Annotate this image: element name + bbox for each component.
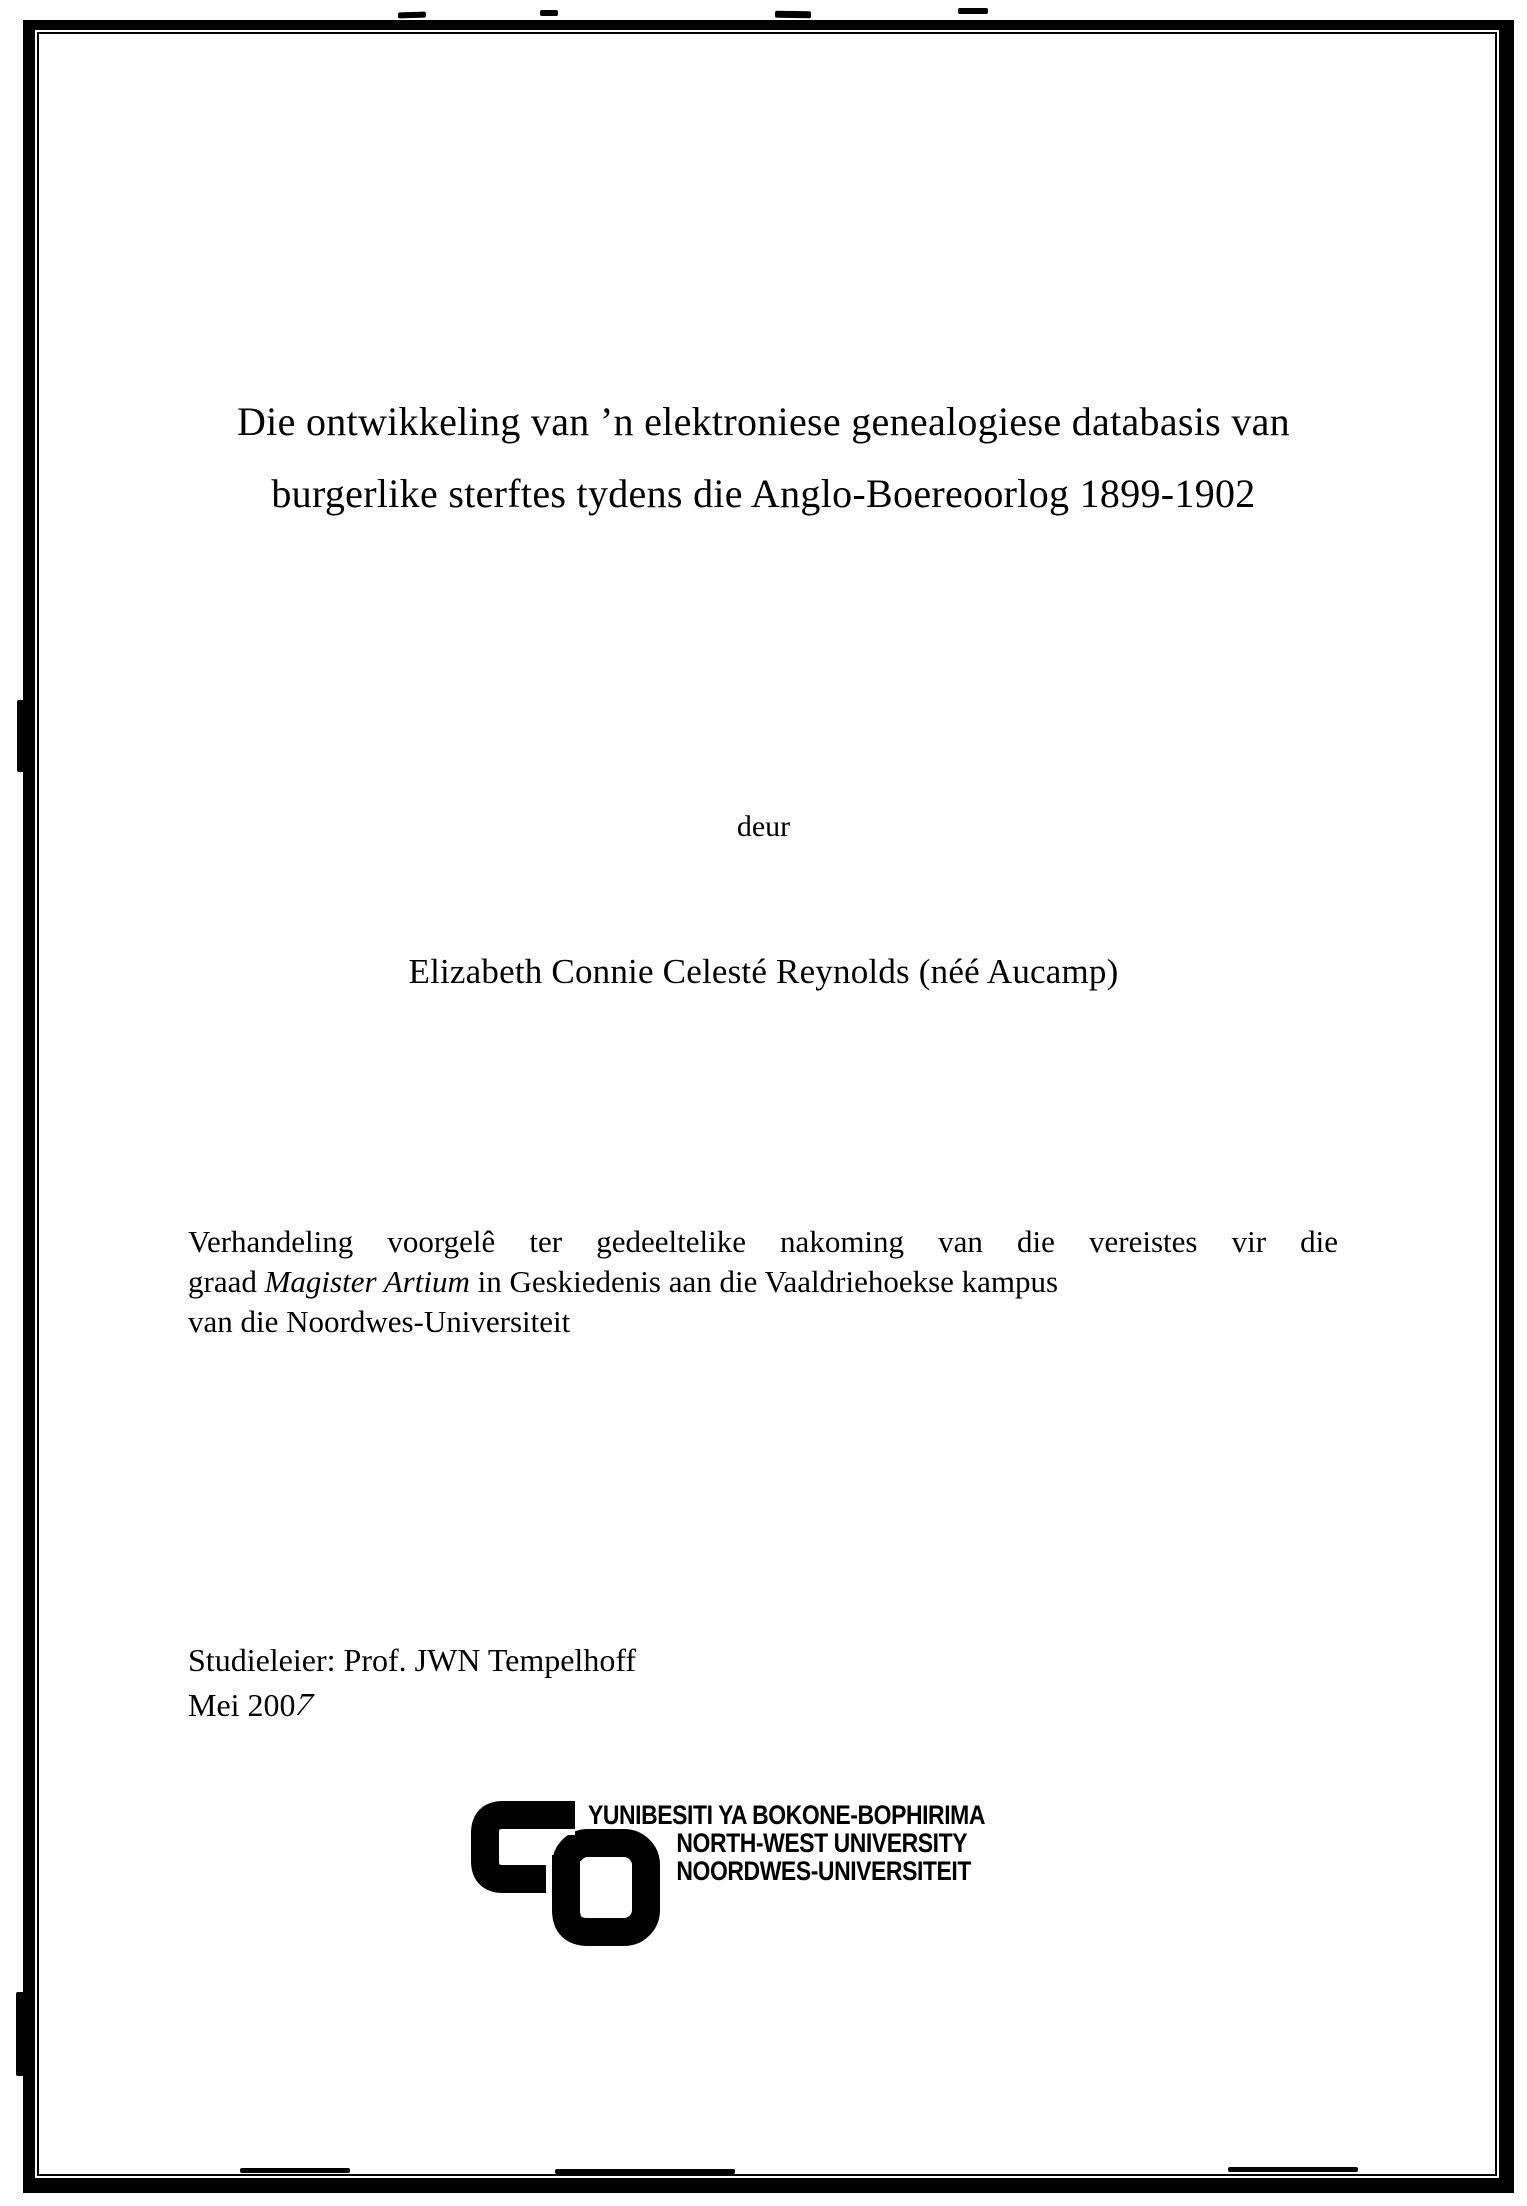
scan-artifact bbox=[775, 11, 811, 19]
degree-name-italic: Magister Artium bbox=[264, 1264, 470, 1299]
statement-line2-suffix: in Geskiedenis aan die Vaaldriehoekse kampus bbox=[469, 1264, 1059, 1299]
scan-artifact bbox=[540, 10, 558, 16]
scan-artifact bbox=[17, 700, 26, 772]
submission-statement bbox=[188, 1222, 1338, 1342]
thesis-title-line2: burgerlike sterftes tydens die Anglo-Boereoorlog 1899-1902 bbox=[271, 471, 1256, 516]
supervisor-line: Studieleier: Prof. JWN Tempelhoff bbox=[188, 1642, 637, 1678]
scan-artifact bbox=[16, 1992, 25, 2076]
university-name-setswana: YUNIBESITI YA BOKONE-BOPHIRIMA bbox=[588, 1800, 986, 1830]
scan-artifact bbox=[958, 8, 988, 14]
statement-line3: van die Noordwes-Universiteit bbox=[188, 1304, 571, 1339]
scan-artifact bbox=[555, 2169, 735, 2174]
university-name-english: NORTH-WEST UNIVERSITY bbox=[676, 1828, 968, 1858]
date-prefix: Mei 200 bbox=[188, 1687, 296, 1723]
statement-line2 bbox=[188, 1262, 1338, 1302]
university-name-block bbox=[588, 1801, 985, 1885]
university-name-afrikaans: NOORDWES-UNIVERSITEIT bbox=[676, 1856, 971, 1886]
thesis-title-line1: Die ontwikkeling van ’n elektroniese genealogiese databasis van bbox=[236, 399, 1290, 444]
scan-artifact bbox=[1228, 2167, 1358, 2172]
date-line bbox=[188, 1683, 636, 1728]
statement-line2-prefix: graad bbox=[188, 1264, 265, 1299]
statement-line1: Verhandeling voorgelê ter gedeeltelike nakoming van die vereistes vir die bbox=[188, 1224, 1338, 1259]
supervisor-block bbox=[188, 1638, 636, 1728]
date-last-digit: 7 bbox=[290, 1686, 318, 1722]
scan-artifact bbox=[398, 12, 426, 19]
thesis-title bbox=[110, 386, 1417, 530]
byline-label: deur bbox=[736, 810, 791, 843]
author-name: Elizabeth Connie Celesté Reynolds (néé Aucamp) bbox=[408, 952, 1119, 991]
scan-artifact bbox=[240, 2168, 350, 2173]
